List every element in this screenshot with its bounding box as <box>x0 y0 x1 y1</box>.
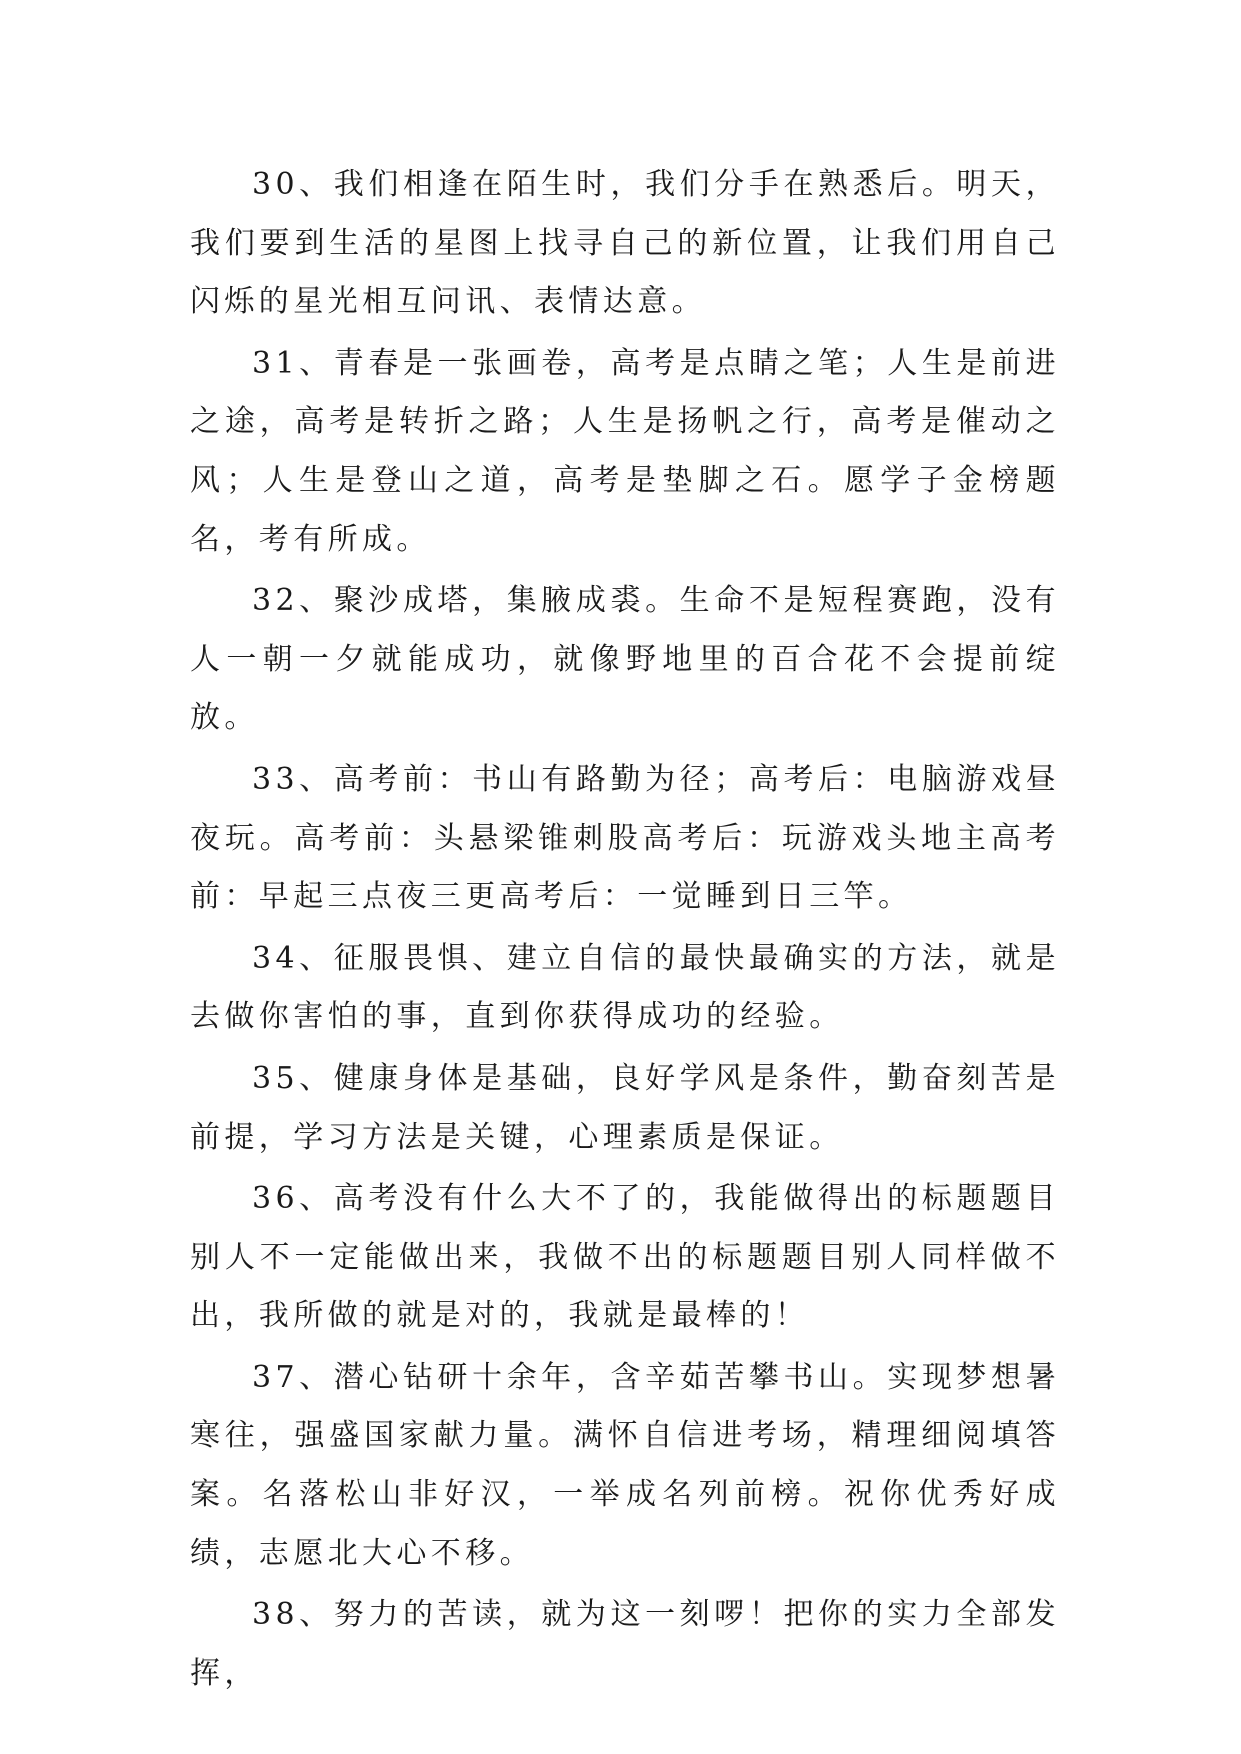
paragraph-32: 32、聚沙成塔，集腋成裘。生命不是短程赛跑，没有人一朝一夕就能成功，就像野地里的百合花不会提前绽放。 <box>190 583 1060 736</box>
paragraph-31: 31、青春是一张画卷，高考是点睛之笔；人生是前进之途，高考是转折之路；人生是扬帆之行，高考是催动之风；人生是登山之道，高考是垫脚之石。愿学子金榜题名，考有所成。 <box>190 345 1060 557</box>
document-body <box>190 156 1060 1706</box>
paragraph-35: 35、健康身体是基础，良好学风是条件，勤奋刻苦是前提，学习方法是关键，心理素质是保证。 <box>190 1060 1060 1155</box>
paragraph-33: 33、高考前：书山有路勤为径；高考后：电脑游戏昼夜玩。高考前：头悬梁锥刺股高考后：玩游戏头地主高考前：早起三点夜三更高考后：一觉睡到日三竿。 <box>190 761 1060 915</box>
paragraph-30: 30、我们相逢在陌生时，我们分手在熟悉后。明天，我们要到生活的星图上找寻自己的新位置，让我们用自己闪烁的星光相互问讯、表情达意。 <box>190 167 1060 320</box>
paragraph-38: 38、努力的苦读，就为这一刻啰！把你的实力全部发挥， <box>190 1597 1060 1691</box>
paragraph-34: 34、征服畏惧、建立自信的最快最确实的方法，就是去做你害怕的事，直到你获得成功的经验。 <box>190 940 1060 1035</box>
paragraph-36: 36、高考没有什么大不了的，我能做得出的标题题目别人不一定能做出来，我做不出的标题题目别人同样做不出，我所做的就是对的，我就是最棒的！ <box>190 1181 1060 1334</box>
paragraph-37: 37、潜心钻研十余年，含辛茹苦攀书山。实现梦想暑寒往，强盛国家献力量。满怀自信进考场，精理细阅填答案。名落松山非好汉，一举成名列前榜。祝你优秀好成绩，志愿北大心不移。 <box>190 1359 1060 1571</box>
